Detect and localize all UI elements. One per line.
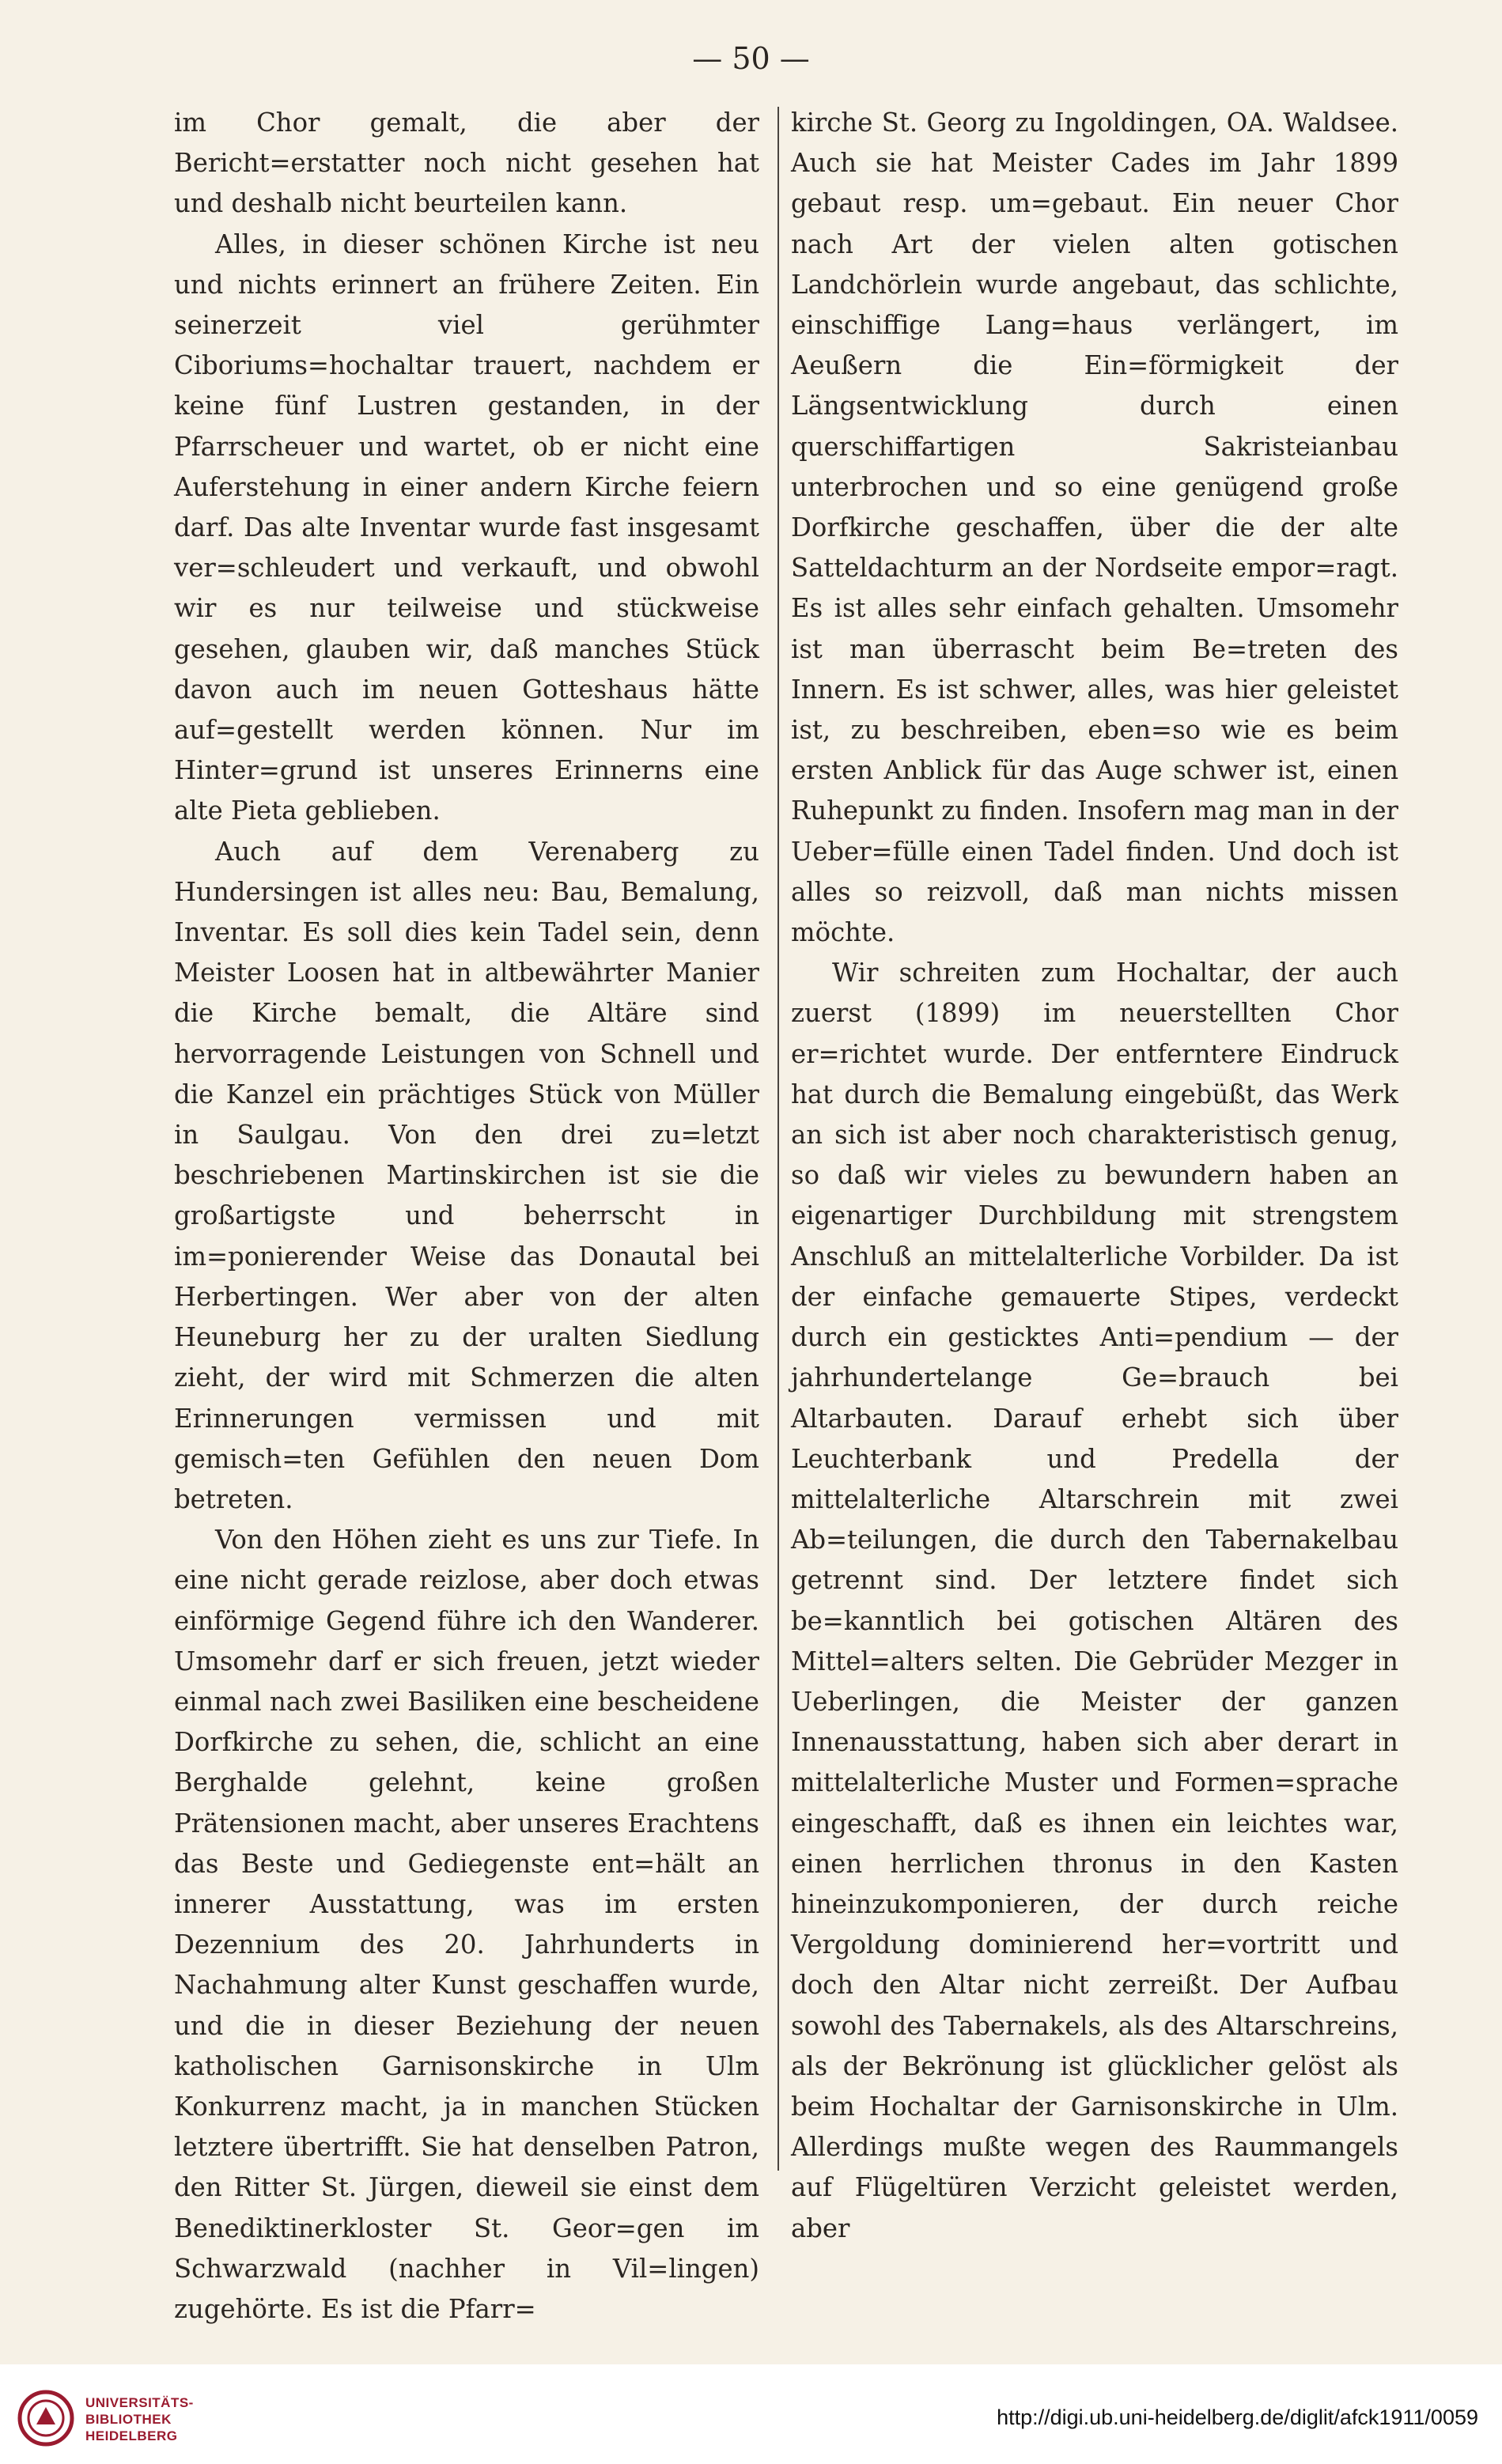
library-name	[85, 2394, 194, 2444]
paragraph: im Chor gemalt, die aber der Bericht=erstatter noch nicht gesehen hat und deshalb nicht beurteilen kann.	[174, 108, 759, 219]
paragraph: kirche St. Georg zu Ingoldingen, OA. Waldsee. Auch sie hat Meister Cades im Jahr 1899 gebaut resp. um=gebaut. Ein neuer Chor nach Art der vielen alten gotischen Landchörlein wurde angebaut, das schlichte, einschiffige Lang=haus verlängert, im Aeußern die Ein=förmigkeit der Längsentwicklung durch einen querschiffartigen Sakristeianbau unterbrochen und so eine genügend große Dorfkirche geschaffen, über die der alte Satteldachturm an der Nordseite empor=ragt. Es ist alles sehr einfach gehalten. Umsomehr ist man überrascht beim Be=treten des Innern. Es ist schwer, alles, was hier geleistet ist, zu beschreiben, eben=so wie es beim ersten Anblick für das Auge schwer ist, einen Ruhepunkt zu finden. Insofern mag man in der Ueber=fülle einen Tadel finden. Und doch ist alles so reizvoll, daß man nichts missen möchte.	[791, 108, 1398, 948]
footer-bar	[0, 2364, 1502, 2464]
logo-line: BIBLIOTHEK	[85, 2412, 172, 2427]
paragraph: Alles, in dieser schönen Kirche ist neu und nichts erinnert an frühere Zeiten. Ein seinerzeit viel gerühmter Ciboriums=hochaltar trauert, nachdem er keine fünf Lustren gestanden, in der Pfarrscheuer und wartet, ob er nicht eine Auferstehung in einer andern Kirche feiern darf. Das alte Inventar wurde fast insgesamt ver=schleudert und verkauft, und obwohl wir es nur teilweise und stückweise gesehen, glauben wir, daß manches Stück davon auch im neuen Gotteshaus hätte auf=gestellt werden können. Nur im Hinter=grund ist unseres Erinnerns eine alte Pieta geblieben.	[174, 229, 759, 826]
column-divider	[777, 107, 779, 2171]
paragraph: Von den Höhen zieht es uns zur Tiefe. In eine nicht gerade reizlose, aber doch etwas einförmige Gegend führe ich den Wanderer. Umsomehr darf er sich freuen, jetzt wieder einmal nach zwei Basiliken eine bescheidene Dorfkirche zu sehen, die, schlicht an eine Berghalde gelehnt, keine großen Prätensionen macht, aber unseres Erachtens das Beste und Gediegenste ent=hält an innerer Ausstattung, was im ersten Dezennium des 20. Jahrhunderts in Nachahmung alter Kunst geschaffen wurde, und die in dieser Beziehung der neuen katholischen Garnisonskirche in Ulm Konkurrenz macht, ja in manchen Stücken letztere übertrifft. Sie hat denselben Patron, den Ritter St. Jürgen, dieweil sie einst dem Benediktinerkloster St. Geor=gen im Schwarzwald (nachher in Vil=lingen) zugehörte. Es ist die Pfarr=	[174, 1525, 759, 2324]
library-logo[interactable]	[17, 2390, 215, 2445]
logo-line: HEIDELBERG	[85, 2428, 178, 2443]
paragraph: Auch auf dem Verenaberg zu Hundersingen ist alles neu: Bau, Bemalung, Inventar. Es soll dies kein Tadel sein, denn Meister Loosen hat in altbewährter Manier die Kirche bemalt, die Altäre sind hervorragende Leistungen von Schnell und die Kanzel ein prächtiges Stück von Müller in Saulgau. Von den drei zu=letzt beschriebenen Martinskirchen ist sie die großartigste und beherrscht in im=ponierender Weise das Donautal bei Herbertingen. Wer aber von der alten Heuneburg her zu der uralten Siedlung zieht, der wird mit Schmerzen die alten Erinnerungen vermissen und mit gemisch=ten Gefühlen den neuen Dom betreten.	[174, 836, 759, 1514]
right-column	[791, 103, 1398, 2249]
left-column	[174, 103, 759, 2330]
logo-line: UNIVERSITÄTS-	[85, 2395, 194, 2410]
library-seal-icon	[17, 2390, 74, 2447]
page-number: — 50 —	[692, 41, 810, 76]
source-url-link[interactable]: http://digi.ub.uni-heidelberg.de/diglit/afck1911/0059	[997, 2405, 1478, 2429]
paragraph: Wir schreiten zum Hochaltar, der auch zuerst (1899) im neuerstellten Chor er=richtet wurde. Der entferntere Eindruck hat durch die Bemalung eingebüßt, das Werk an sich ist aber noch charakteristisch genug, so daß wir vieles zu bewundern haben an eigenartiger Durchbildung mit strengstem Anschluß an mittelalterliche Vorbilder. Da ist der einfache gemauerte Stipes, verdeckt durch ein gesticktes Anti=pendium — der jahrhundertelange Ge=brauch bei Altarbauten. Darauf erhebt sich über Leuchterbank und Predella der mittelalterliche Altarschrein mit zwei Ab=teilungen, die durch den Tabernakelbau getrennt sind. Der letztere findet sich be=kanntlich bei gotischen Altären des Mittel=alters selten. Die Gebrüder Mezger in Ueberlingen, die Meister der ganzen Innenausstattung, haben sich aber derart in mittelalterliche Muster und Formen=sprache eingeschafft, daß es ihnen ein leichtes war, einen herrlichen thronus in den Kasten hineinzukomponieren, der durch reiche Vergoldung dominierend her=vortritt und doch den Altar nicht zerreißt. Der Aufbau sowohl des Tabernakels, als des Altarschreins, als der Bekrönung ist glücklicher gelöst als beim Hochaltar der Garnisonskirche in Ulm. Allerdings mußte wegen des Raummangels auf Flügeltüren Verzicht geleistet werden, aber	[791, 958, 1398, 2243]
